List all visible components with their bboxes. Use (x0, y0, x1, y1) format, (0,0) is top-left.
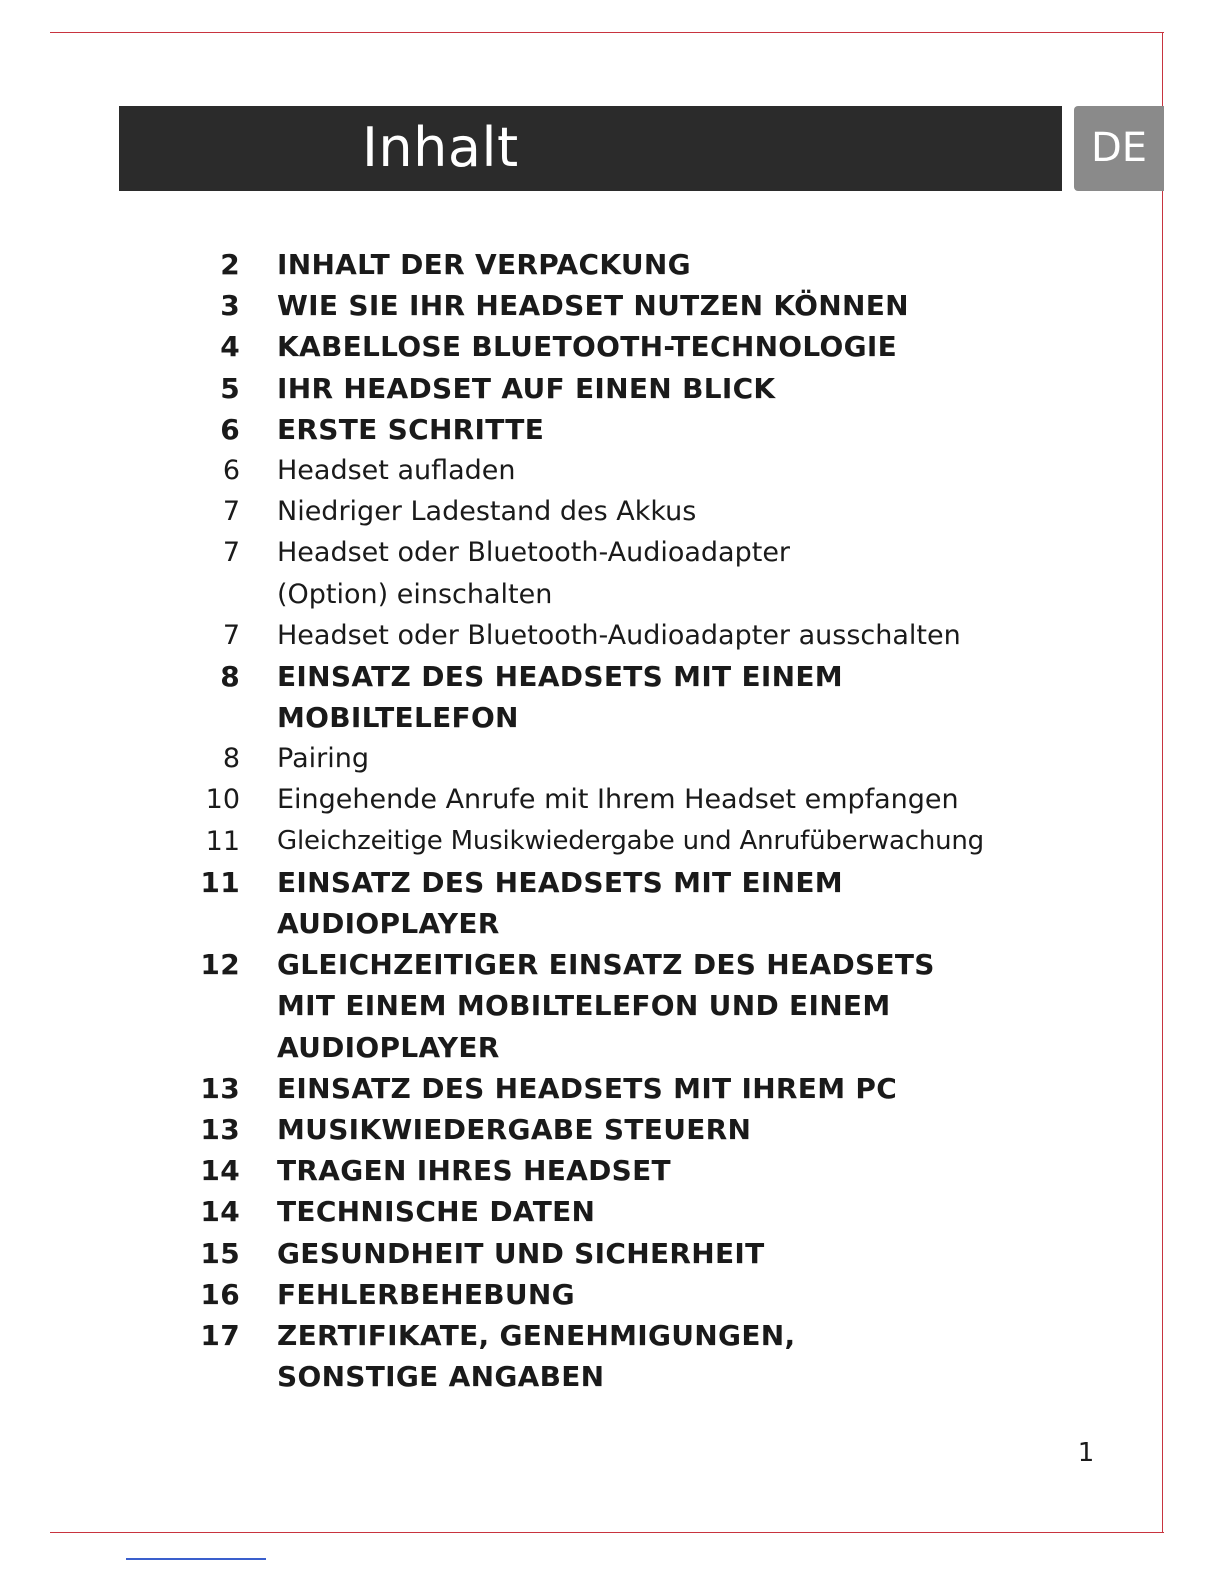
bottom-blue-line (126, 1558, 266, 1560)
toc-entry[interactable] (0, 615, 1224, 656)
toc-title: Eingehende Anrufe mit Ihrem Headset empfangen (277, 784, 959, 816)
toc-title: ERSTE SCHRITTE (277, 412, 545, 446)
toc-page-number: 8 (220, 659, 240, 693)
toc-page-number: 16 (200, 1277, 240, 1311)
toc-entry[interactable] (0, 532, 1224, 614)
toc-title: Headset aufladen (277, 454, 516, 486)
toc-title: Pairing (277, 743, 369, 775)
toc-title: EINSATZ DES HEADSETS MIT EINEM MOBILTELEFON (277, 659, 843, 735)
table-of-contents (0, 244, 1224, 1397)
toc-page-number: 13 (200, 1113, 240, 1147)
toc-page-number: 8 (222, 743, 240, 775)
toc-title: ZERTIFIKATE, GENEHMIGUNGEN, SONSTIGE ANGABEN (277, 1318, 796, 1394)
toc-entry[interactable] (0, 656, 1224, 738)
page-title: Inhalt (362, 116, 519, 179)
toc-page-number: 3 (220, 289, 240, 323)
toc-entry[interactable] (0, 491, 1224, 532)
toc-title: TRAGEN IHRES HEADSET (277, 1154, 671, 1188)
toc-entry[interactable] (0, 244, 1224, 285)
page-number: 1 (1077, 1438, 1095, 1468)
toc-entry[interactable] (0, 409, 1224, 450)
toc-page-number: 12 (200, 948, 240, 982)
toc-title: EINSATZ DES HEADSETS MIT IHREM PC (277, 1071, 898, 1105)
bottom-rule (50, 1532, 1164, 1533)
toc-title: Headset oder Bluetooth-Audioadapter (Option) einschalten (277, 537, 791, 610)
toc-entry[interactable] (0, 1150, 1224, 1191)
toc-entry[interactable] (0, 285, 1224, 326)
toc-page-number: 15 (200, 1236, 240, 1270)
toc-title: KABELLOSE BLUETOOTH-TECHNOLOGIE (277, 330, 898, 364)
toc-page-number: 2 (220, 248, 240, 281)
toc-title: IHR HEADSET AUF EINEN BLICK (277, 371, 776, 405)
toc-page-number: 17 (200, 1318, 240, 1352)
toc-page-number: 6 (222, 454, 240, 486)
title-bar (119, 106, 1062, 191)
toc-page-number: 7 (222, 619, 240, 651)
toc-page-number: 10 (205, 784, 240, 816)
toc-page-number: 14 (200, 1195, 240, 1229)
toc-title: EINSATZ DES HEADSETS MIT EINEM AUDIOPLAYER (277, 865, 843, 941)
toc-entry[interactable] (0, 821, 1224, 862)
toc-title: Headset oder Bluetooth-Audioadapter ausschalten (277, 619, 961, 651)
toc-entry[interactable] (0, 450, 1224, 491)
toc-title: TECHNISCHE DATEN (277, 1195, 596, 1229)
toc-title: Niedriger Ladestand des Akkus (277, 496, 697, 528)
toc-entry[interactable] (0, 1068, 1224, 1109)
toc-title: FEHLERBEHEBUNG (277, 1277, 575, 1311)
toc-title: GESUNDHEIT UND SICHERHEIT (277, 1236, 765, 1270)
toc-entry[interactable] (0, 1191, 1224, 1232)
toc-entry[interactable] (0, 326, 1224, 367)
toc-page-number: 11 (205, 825, 240, 857)
toc-entry[interactable] (0, 862, 1224, 944)
toc-page-number: 7 (222, 537, 240, 569)
toc-entry[interactable] (0, 779, 1224, 820)
toc-page-number: 7 (222, 496, 240, 528)
toc-title: Gleichzeitige Musikwiedergabe und Anrufüberwachung (277, 825, 984, 856)
toc-title: WIE SIE IHR HEADSET NUTZEN KÖNNEN (277, 289, 909, 323)
toc-entry[interactable] (0, 368, 1224, 409)
toc-entry[interactable] (0, 738, 1224, 779)
toc-title: MUSIKWIEDERGABE STEUERN (277, 1113, 752, 1147)
toc-entry[interactable] (0, 944, 1224, 1068)
toc-page-number: 11 (200, 865, 240, 899)
toc-page-number: 13 (200, 1071, 240, 1105)
toc-title: GLEICHZEITIGER EINSATZ DES HEADSETS MIT EINEM MOBILTELEFON UND EINEM AUDIOPLAYER (277, 948, 935, 1064)
toc-page-number: 6 (220, 412, 240, 446)
toc-entry[interactable] (0, 1109, 1224, 1150)
toc-entry[interactable] (0, 1315, 1224, 1397)
toc-entry[interactable] (0, 1233, 1224, 1274)
toc-entry[interactable] (0, 1274, 1224, 1315)
top-rule (50, 32, 1164, 33)
toc-page-number: 4 (220, 330, 240, 364)
language-tab: DE (1074, 106, 1164, 191)
toc-page-number: 14 (200, 1154, 240, 1188)
toc-page-number: 5 (220, 371, 240, 405)
toc-title: INHALT DER VERPACKUNG (277, 248, 691, 281)
